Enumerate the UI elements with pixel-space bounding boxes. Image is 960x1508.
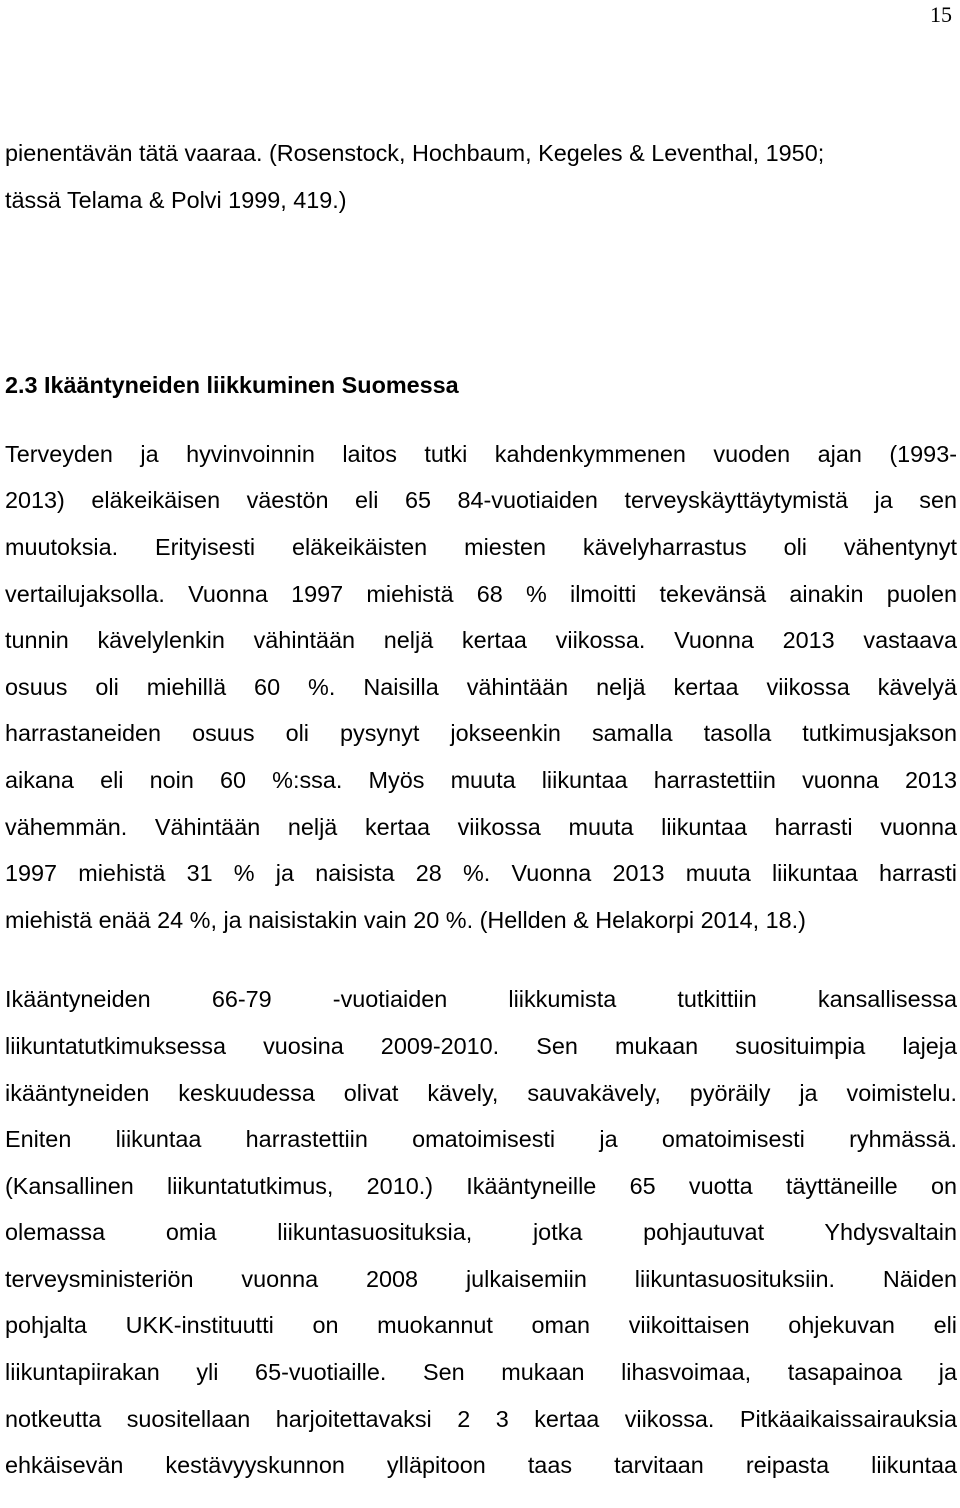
text-line: terveysministeriön vuonna 2008 julkaisemiin liikuntasuosituksiin. Näiden (5, 1265, 957, 1292)
text-line: tässä Telama & Polvi 1999, 419.) (5, 186, 347, 213)
text-line: harrastaneiden osuus oli pysynyt jokseenkin samalla tasolla tutkimusjakson (5, 720, 957, 747)
section-heading: 2.3 Ikääntyneiden liikkuminen Suomessa (5, 372, 459, 399)
text-line: vertailujaksolla. Vuonna 1997 miehistä 68 % ilmoitti tekevänsä ainakin puolen (5, 580, 957, 607)
text-line: Ikääntyneiden 66-79 -vuotiaiden liikkumista tutkittiin kansallisessa (5, 986, 957, 1013)
text-line: aikana eli noin 60 %:ssa. Myös muuta liikuntaa harrastettiin vuonna 2013 (5, 766, 957, 793)
text-line: tunnin kävelylenkin vähintään neljä kertaa viikossa. Vuonna 2013 vastaava (5, 627, 957, 654)
text-line: Eniten liikuntaa harrastettiin omatoimisesti ja omatoimisesti ryhmässä. (5, 1126, 957, 1153)
text-line: olemassa omia liikuntasuosituksia, jotka pohjautuvat Yhdysvaltain (5, 1219, 957, 1246)
paragraph-thl-study (5, 431, 957, 944)
text-line: notkeutta suositellaan harjoitettavaksi 2 3 kertaa viikossa. Pitkäaikaissairauksia (5, 1405, 957, 1432)
text-line: 1997 miehistä 31 % ja naisista 28 %. Vuonna 2013 muuta liikuntaa harrasti (5, 860, 957, 887)
text-line: liikuntatutkimuksessa vuosina 2009-2010. Sen mukaan suosituimpia lajeja (5, 1032, 957, 1059)
page-number: 15 (930, 2, 952, 27)
text-line: pienentävän tätä vaaraa. (Rosenstock, Hochbaum, Kegeles & Leventhal, 1950; (5, 140, 825, 166)
text-line: 2013) eläkeikäisen väestön eli 65 84-vuotiaiden terveyskäyttäytymistä ja sen (5, 487, 957, 514)
intro-paragraph (5, 130, 957, 223)
paragraph-national-survey (5, 976, 957, 1489)
text-line: pohjalta UKK-instituutti on muokannut oman viikoittaisen ohjekuvan eli (5, 1312, 957, 1339)
text-line: ehkäisevän kestävyyskunnon ylläpitoon taas tarvitaan reipasta liikuntaa (5, 1452, 957, 1479)
text-line: miehistä enää 24 %, ja naisistakin vain 20 %. (Hellden & Helakorpi 2014, 18.) (5, 906, 806, 933)
text-line: (Kansallinen liikuntatutkimus, 2010.) Ikääntyneille 65 vuotta täyttäneille on (5, 1172, 957, 1199)
text-line: muutoksia. Erityisesti eläkeikäisten miesten kävelyharrastus oli vähentynyt (5, 533, 957, 560)
text-line: osuus oli miehillä 60 %. Naisilla vähintään neljä kertaa viikossa kävelyä (5, 673, 957, 700)
text-line: vähemmän. Vähintään neljä kertaa viikossa muuta liikuntaa harrasti vuonna (5, 813, 957, 840)
text-line: liikuntapiirakan yli 65-vuotiaille. Sen mukaan lihasvoimaa, tasapainoa ja (5, 1359, 957, 1386)
document-body (5, 130, 957, 1489)
text-line: ikääntyneiden keskuudessa olivat kävely, sauvakävely, pyöräily ja voimistelu. (5, 1079, 957, 1106)
text-line: Terveyden ja hyvinvoinnin laitos tutki kahdenkymmenen vuoden ajan (1993- (5, 440, 957, 467)
